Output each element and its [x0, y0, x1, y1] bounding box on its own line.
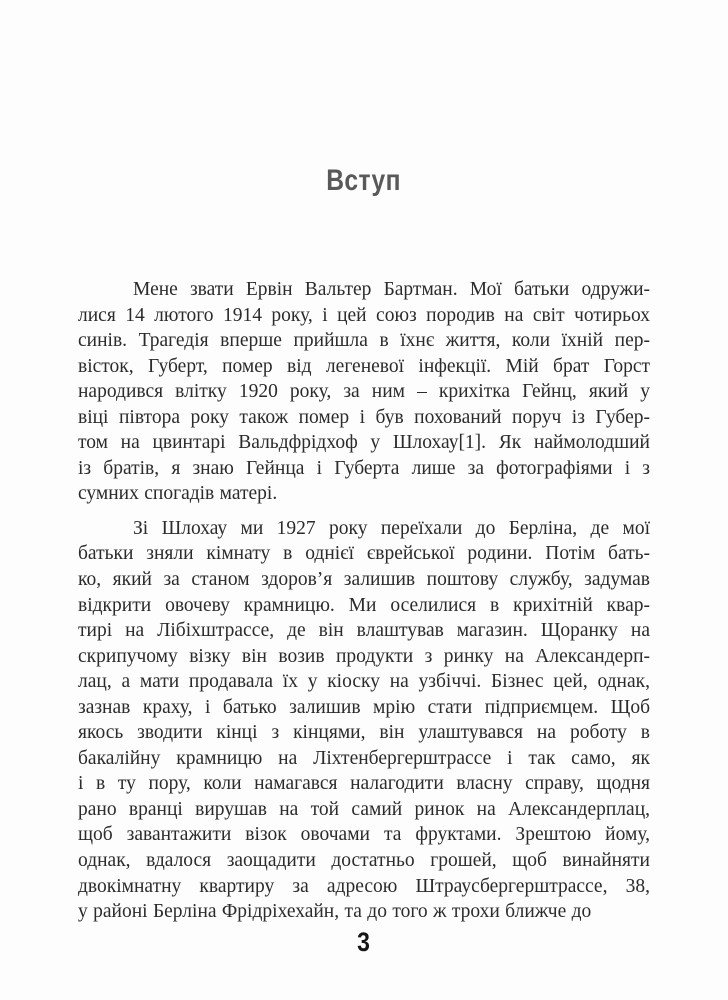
text-line: двокімнатну квартиру за адресою Штраусбергерштрассе, 38,	[78, 875, 650, 897]
text-line: рано вранці вирушав на той самий ринок на Александерплац,	[78, 798, 650, 820]
page-number	[0, 929, 728, 956]
text-line: однак, вдалося заощадити достатньо грошей, щоб винайняти	[78, 850, 650, 872]
text-line: лися 14 лютого 1914 року, і цей союз породив на світ чотирьох	[78, 304, 650, 326]
text-line: зазнав краху, і батько залишив мрію стати підприємцем. Щоб	[78, 696, 650, 718]
chapter-title-text: Вступ	[326, 164, 402, 197]
page-number-text: 3	[357, 927, 371, 957]
text-line: том на цвинтарі Вальдфрідхоф у Шлохау[1]. Як наймолодший	[78, 432, 650, 454]
text-line: віці півтора року також помер і був похований поруч із Губер-	[78, 406, 650, 428]
chapter-title	[0, 163, 728, 196]
text-line: відкрити овочеву крамницю. Ми оселилися в крихітній квар-	[78, 594, 650, 616]
text-line: Зі Шлохау ми 1927 року переїхали до Берліна, де мої	[133, 517, 650, 539]
text-line: лац, а мати продавала їх у кіоску на узбіччі. Бізнес цей, однак,	[78, 671, 650, 693]
text-line: і в ту пору, коли намагався налагодити власну справу, щодня	[78, 773, 650, 795]
text-line: тирі на Лібіхштрассе, де він влаштував магазин. Щоранку на	[78, 620, 650, 642]
text-line: ко, який за станом здоров’я залишив поштову службу, задумав	[78, 569, 650, 591]
text-line: якось зводити кінці з кінцями, він улаштувався на роботу в	[78, 722, 650, 744]
text-line: бакалійну крамницю на Ліхтенбергерштрассе і так само, як	[78, 747, 650, 769]
text-line: Мене звати Ервін Вальтер Бартман. Мої батьки одружи-	[133, 279, 650, 300]
text-line: у районі Берліна Фрідріхехайн, та до того ж трохи ближче до	[78, 901, 592, 923]
text-line: народився влітку 1920 року, за ним – крихітка Гейнц, який у	[78, 381, 650, 403]
paragraph	[78, 277, 650, 507]
paragraph	[78, 516, 650, 925]
text-line: щоб завантажити візок овочами та фруктами. Зрештою йому,	[78, 824, 650, 846]
text-line: скрипучому візку він возив продукти з ринку на Александерп-	[78, 645, 650, 667]
text-line: вісток, Губерт, помер від легеневої інфекції. Мій брат Горст	[78, 355, 650, 377]
text-line: батьки зняли кімнату в однієї єврейської родини. Потім бать-	[78, 543, 650, 565]
text-line: синів. Трагедія вперше прийшла в їхнє життя, коли їхній пер-	[78, 330, 650, 352]
text-line: сумних спогадів матері.	[78, 483, 278, 505]
body-text	[78, 277, 650, 934]
text-line: із братів, я знаю Гейнца і Губерта лише за фотографіями і з	[78, 457, 650, 479]
